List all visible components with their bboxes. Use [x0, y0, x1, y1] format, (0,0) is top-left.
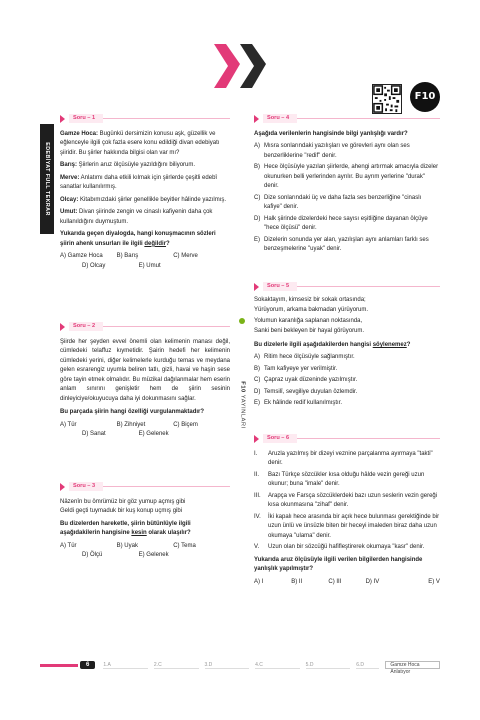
stem-text: Yukarıda geçen diyalogda, hangi konuşmacının sözleri şiirin ahenk unsurları ile ilgili: [60, 231, 216, 247]
question-stem: [254, 556, 440, 575]
statement-key: IV.: [254, 513, 261, 520]
triangle-icon: [254, 435, 259, 443]
option-d[interactable]: D) Olcay: [82, 262, 106, 269]
question-3-label: Soru – 3: [69, 482, 103, 491]
stem-text: olarak ulaşılır?: [146, 530, 191, 537]
statement-key: II.: [254, 471, 260, 478]
dialog-line: [60, 161, 230, 170]
verse-line: Yürüyorum, arkama bakmadan yürüyorum.: [254, 307, 369, 314]
question-1-label: Soru – 1: [69, 114, 103, 123]
statement-text: İki kapalı hece arasında bir açık hece bulunması gerektiğinde bir uzun ünlü ve ünsüzle biten bir heceyi imaleden biraz daha uzun okumaya "ulama" denir.: [268, 513, 440, 539]
speaker: Olcay:: [60, 196, 79, 203]
option-b[interactable]: B) II: [291, 578, 303, 585]
answer-options: [254, 578, 440, 587]
divider: [103, 486, 230, 487]
option-a[interactable]: A) Tür: [60, 421, 77, 428]
option-e[interactable]: [254, 236, 440, 255]
stem-emphasis: söylenemez: [372, 341, 407, 348]
option-text: Mısra sonlarındaki yazılışları ve görevleri aynı olan ses benzerliklerine "redif" denir.: [264, 143, 410, 159]
question-5-body: [254, 296, 440, 411]
stem-text: ?: [406, 341, 411, 348]
stem-emphasis: değildir: [144, 240, 167, 247]
question-stem: [254, 130, 440, 139]
triangle-icon: [60, 115, 65, 123]
statement-item: [254, 513, 440, 541]
option-key: B): [254, 365, 260, 372]
option-text: Dize sonlarındaki üç ve daha fazla ses benzerliğine "cinaslı kafiye" denir.: [264, 194, 422, 211]
option-c[interactable]: C) Tema: [173, 542, 196, 549]
option-b[interactable]: B) Zihniyet: [116, 421, 146, 428]
stem-text: Aşağıda verilenlerin hangisinde bilgi yanlışlığı vardır?: [254, 131, 408, 137]
option-key: E): [254, 236, 260, 243]
option-key: C): [254, 194, 261, 201]
speaker: Merve:: [60, 174, 80, 181]
triangle-icon: [60, 323, 65, 331]
answer-options: [60, 421, 230, 440]
footer-tag: Gamze Hoca Anlatıyor: [385, 661, 440, 669]
stem-text: Yukarıda aruz ölçüsüyle ilgili verilen bilgilerden hangisinde yanlışlık yapılmıştır?: [254, 556, 423, 573]
option-b[interactable]: B) Barış: [116, 253, 139, 260]
question-stem: [60, 520, 230, 539]
option-e[interactable]: E) Gelenek: [138, 552, 169, 559]
option-c[interactable]: [254, 376, 440, 385]
option-e[interactable]: E) Umut: [138, 262, 161, 269]
divider: [103, 118, 230, 119]
option-d[interactable]: [254, 388, 440, 397]
statement-text: Uzun olan bir sözcüğü hafifleştirerek okumaya "kasr" denir.: [268, 544, 425, 551]
triangle-icon: [254, 115, 259, 123]
speech: Bugünkü dersimizin konusu aşk, güzellik ve eğlenceyle ilgili çok fazla esere konu edildiği divan edebiyatı şiiridir. Bu şiirler hakkında bilgisi olan var mı?: [60, 131, 220, 156]
question-6-body: [254, 450, 440, 587]
answer-key-item: 4.C: [255, 661, 300, 669]
side-tab: [40, 124, 54, 234]
option-key: D): [254, 215, 261, 222]
option-key: D): [254, 388, 261, 395]
option-text: Tam kafiyeye yer verilmiştir.: [264, 365, 338, 372]
statement-key: V.: [254, 544, 260, 551]
page-number: 6: [80, 661, 95, 669]
option-text: Temsilî, sevgiliye duyulan özlemdir.: [264, 388, 358, 395]
brand-dot-icon: [239, 318, 245, 324]
question-5-header: [254, 282, 440, 291]
dialog-line: [60, 196, 230, 205]
option-a[interactable]: A) Gamze Hoca: [60, 253, 103, 260]
x-logo-icon: [212, 42, 268, 90]
question-6-header: [254, 434, 440, 443]
dialog-line: [60, 174, 230, 193]
center-brand-bold: F10: [239, 381, 246, 393]
question-5-label: Soru – 5: [263, 282, 297, 291]
answer-key-item: 6.D: [356, 661, 379, 669]
stem-text: Bu dizelerle ilgili aşağıdakilerden hangisi: [254, 341, 373, 348]
speaker: Umut:: [60, 209, 78, 216]
answer-options: [60, 252, 230, 271]
option-key: B): [254, 164, 260, 171]
option-a[interactable]: [254, 142, 440, 161]
option-text: Çapraz uyak düzeninde yazılmıştır.: [264, 377, 358, 384]
option-a[interactable]: A) Tür: [60, 542, 77, 549]
statement-key: III.: [254, 492, 261, 499]
center-brand: [237, 330, 247, 480]
divider: [297, 438, 440, 439]
answer-key-item: 5.D: [306, 661, 351, 669]
side-tab-label: EDEBİYAT FULL TEKRAR: [44, 142, 51, 216]
option-c[interactable]: C) Biçem: [173, 421, 198, 428]
question-2-label: Soru – 2: [69, 322, 103, 331]
statement-text: Bazı Türkçe sözcükler kısa olduğu hâlde vezin gereği uzun okunur; buna "imale" denir.: [268, 471, 425, 488]
question-4-body: [254, 130, 440, 257]
question-3-body: [60, 498, 230, 561]
option-text: Hece ölçüsüyle yazılan şiirlerde, ahengi artırmak amacıyla dizeler okunurken belli yerlerinden ayrılır. Bu ayrım yerlerine "durak" denir.: [264, 164, 439, 190]
statement-item: [254, 492, 440, 511]
statement-item: [254, 450, 440, 469]
question-1-body: [60, 130, 230, 271]
option-a[interactable]: [254, 353, 440, 362]
question-3-header: [60, 482, 230, 491]
statement-key: I.: [254, 451, 258, 457]
option-d[interactable]: D) Ölçü: [82, 552, 103, 559]
question-6-label: Soru – 6: [263, 434, 297, 443]
divider: [103, 326, 230, 327]
option-b[interactable]: [254, 163, 440, 191]
answer-key-item: 3.D: [205, 661, 250, 669]
option-d[interactable]: D) IV: [365, 578, 380, 585]
answer-key-item: 2.C: [154, 661, 199, 669]
option-key: A): [254, 143, 260, 150]
center-brand-rest: YAYINLARI: [239, 392, 246, 429]
option-c[interactable]: [254, 194, 440, 213]
option-b[interactable]: B) Uyak: [116, 542, 138, 549]
question-1-header: [60, 114, 230, 123]
verse-line: Nâzenîn bu ömrümüz bir göz yumup açmış gibi: [60, 499, 186, 505]
option-d[interactable]: [254, 215, 440, 234]
option-text: Ritim hece ölçüsüyle sağlanmıştır.: [264, 354, 355, 361]
verse-line: Yolumun karanlığa saplanan noktasında,: [254, 317, 363, 324]
option-e[interactable]: E) Gelenek: [138, 431, 169, 438]
question-stem: [60, 230, 230, 249]
question-2-header: [60, 322, 230, 331]
verse-line: Sokaktayım, kimsesiz bir sokak ortasında;: [254, 297, 366, 303]
option-c[interactable]: C) Merve: [173, 253, 198, 260]
answer-key-item: 1.A: [103, 661, 148, 669]
option-key: C): [254, 377, 261, 384]
divider: [297, 286, 440, 287]
statement-item: [254, 471, 440, 490]
question-4-label: Soru – 4: [263, 114, 297, 123]
speech: Divan şiirinde zengin ve cinaslı kafiyenin daha çok kullanıldığını duymuştum.: [60, 209, 213, 225]
verse-line: Sanki beni bekleyen bir hayal görüyorum.: [254, 328, 365, 335]
statement-text: Aruzla yazılmış bir dizeyi veznine parçalanma ayırmaya "takti" denir.: [268, 451, 433, 467]
speaker: Barış:: [60, 162, 78, 169]
question-stem: [254, 341, 440, 350]
qr-code-icon[interactable]: [372, 84, 402, 114]
option-c[interactable]: C) III: [328, 578, 342, 585]
question-2-body: [60, 338, 230, 440]
option-key: E): [254, 400, 260, 407]
speech: Kitabımızdaki şiirler genellikle beyitler hâlinde yazılmış.: [78, 196, 227, 203]
option-e[interactable]: E) V: [428, 578, 440, 585]
option-text: Halk şiirinde dizelerdeki hece sayısı eşitliğine dayanan ölçüye "hece ölçüsü" denir.: [264, 215, 428, 232]
speech: Anlatımı daha etkili kılmak için şiirlerde çeşitli edebî sanatlar kullanılırmış.: [60, 174, 218, 191]
statement-text: Arapça ve Farsça sözcüklerdeki bazı uzun seslerin vezin gereği kısa okunmasına "zihaf" denir.: [268, 492, 438, 509]
option-b[interactable]: [254, 365, 440, 374]
option-key: A): [254, 354, 260, 361]
triangle-icon: [254, 283, 259, 291]
stem-text: Bu dizelerden hareketle, şiirin bütünlüyle ilgili aşağıdakilerin hangisine: [60, 520, 191, 537]
verse-line: Geldi geçti tuymaduk bir kuş konup uçmış gibi: [60, 508, 183, 515]
speech: Şiirlerin aruz ölçüsüyle yazıldığını biliyorum.: [77, 162, 196, 169]
dialog-line: [60, 208, 230, 227]
option-text: Ek hâlinde redif kullanılmıştır.: [264, 400, 343, 407]
question-4-header: [254, 114, 440, 123]
footer: [40, 660, 440, 675]
triangle-icon: [60, 483, 65, 491]
brand-badge: F10: [410, 82, 440, 112]
answer-options: [60, 542, 230, 561]
option-text: Dizelerin sonunda yer alan, yazılışları aynı anlamları farklı ses benzeşmelerine "uyak" denir.: [264, 236, 429, 253]
divider: [297, 118, 440, 119]
option-e[interactable]: [254, 399, 440, 408]
stem-text: ?: [166, 240, 170, 247]
stem-emphasis: kesin: [131, 530, 147, 537]
question-stem: [60, 408, 230, 417]
statement-item: [254, 543, 440, 552]
speaker: Gamze Hoca:: [60, 131, 99, 137]
option-d[interactable]: D) Sanat: [82, 431, 106, 438]
dialog-line: [60, 130, 230, 158]
option-a[interactable]: A) I: [254, 578, 264, 585]
passage: Şiirde her şeyden evvel önemli olan kelimenin manası değil, cümledeki telaffuz kıymetidir. Şairin hedefi her kelimenin cümledeki yerini, diğer kelimelerle kurduğu temas ve meydana gelen esrarengiz uyumla beliren tatlı, gizli, havai ve haşin sese göre tayin etmek olmalıdır. Bu müzikal dağılanmalar hem eserin anlam sınırını genişletir hem de şiirin sesinin dinleyiciye/okuyucuya daha iyi dokunmasını sağlar.: [60, 339, 230, 402]
stem-text: Bu parçada şiirin hangi özelliği vurgulanmaktadır?: [60, 409, 205, 416]
